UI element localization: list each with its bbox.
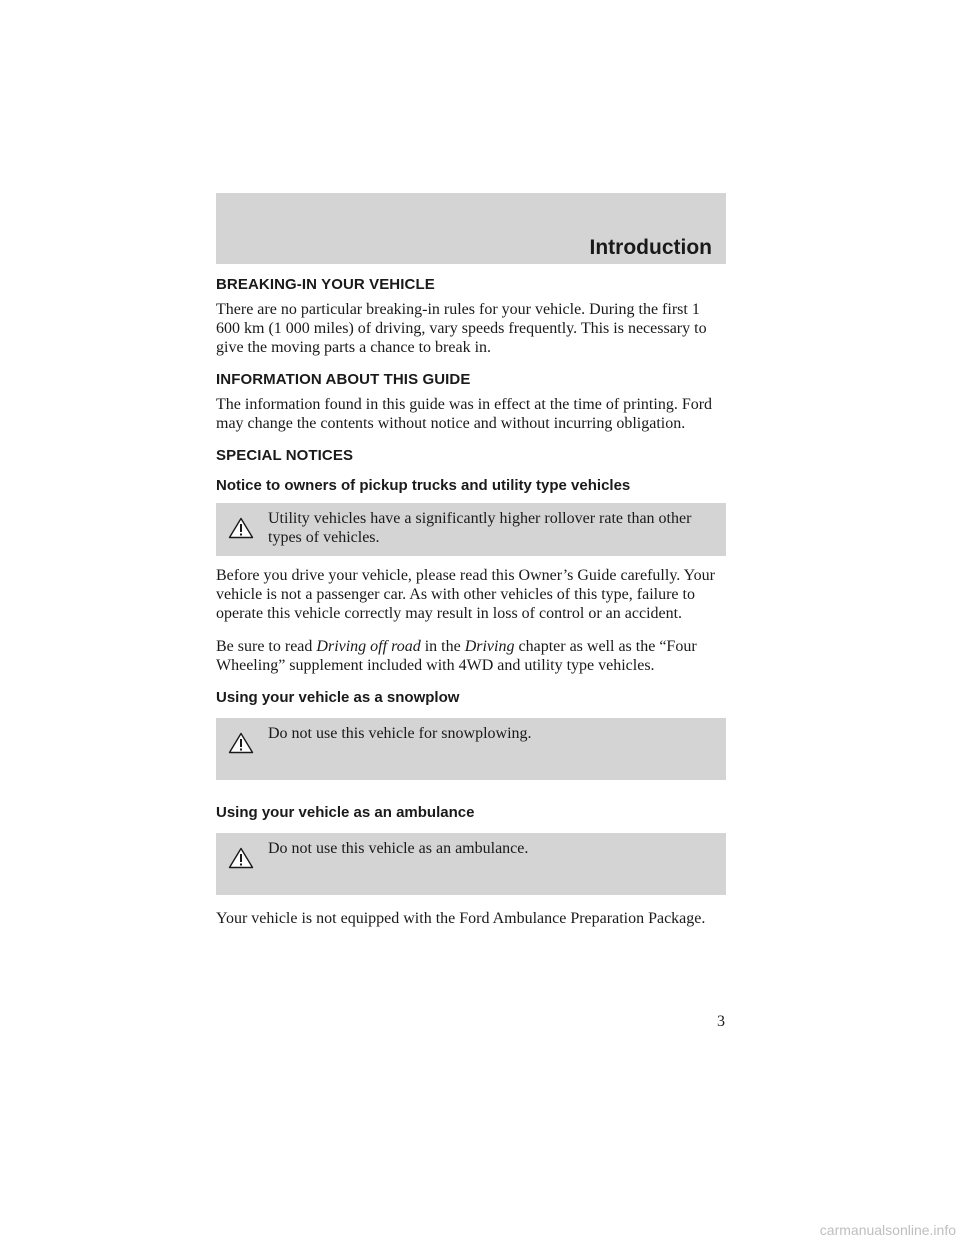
page-number: 3 xyxy=(717,1013,725,1030)
chapter-header-band xyxy=(216,193,726,264)
warning-text-ambulance: Do not use this vehicle as an ambulance. xyxy=(268,840,529,857)
pickup-text-2-italic-driving-off-road: Driving off road xyxy=(316,638,421,655)
warning-box-snowplow xyxy=(216,718,726,780)
warning-box-rollover xyxy=(216,503,726,556)
subheading-pickup-notice: Notice to owners of pickup trucks and utility type vehicles xyxy=(216,477,631,494)
warning-text-rollover: Utility vehicles have a significantly higher rollover rate than other types of vehicles. xyxy=(268,510,692,546)
pickup-text-2-part-c: chapter as well as the “Four Wheeling” supplement included with 4WD and utility type vehicles. xyxy=(216,638,697,674)
pickup-text-2-part-a: Be sure to read xyxy=(216,638,317,655)
warning-box-ambulance xyxy=(216,833,726,895)
section-heading-guide-info: INFORMATION ABOUT THIS GUIDE xyxy=(216,371,471,388)
watermark: carmanualsonline.info xyxy=(819,1222,956,1238)
warning-triangle-icon xyxy=(228,517,254,539)
warning-triangle-icon xyxy=(228,732,254,754)
warning-triangle-icon xyxy=(228,847,254,869)
pickup-text-2-italic-driving: Driving xyxy=(464,638,515,655)
pickup-text-2-part-b: in the xyxy=(420,638,465,655)
pickup-text-1: Before you drive your vehicle, please read this Owner’s Guide carefully. Your vehicle is not a passenger car. As with other vehicles of this type, failure to operate this vehicle correctly may result in loss of control or an accident. xyxy=(216,567,715,622)
pickup-text-2 xyxy=(216,637,726,675)
subheading-snowplow: Using your vehicle as a snowplow xyxy=(216,689,460,706)
warning-text-snowplow: Do not use this vehicle for snowplowing. xyxy=(268,725,532,742)
page-content xyxy=(216,276,726,942)
breaking-in-text: There are no particular breaking-in rules for your vehicle. During the first 1 600 km (1 000 miles) of driving, vary speeds frequently. This is necessary to give the moving parts a chance to break in. xyxy=(216,301,707,356)
chapter-title: Introduction xyxy=(589,236,712,259)
section-heading-breaking-in: BREAKING-IN YOUR VEHICLE xyxy=(216,276,435,293)
section-heading-special-notices: SPECIAL NOTICES xyxy=(216,447,354,464)
ambulance-text: Your vehicle is not equipped with the Ford Ambulance Preparation Package. xyxy=(216,910,706,927)
subheading-ambulance: Using your vehicle as an ambulance xyxy=(216,804,475,821)
guide-info-text: The information found in this guide was in effect at the time of printing. Ford may change the contents without notice and without incurring obligation. xyxy=(216,396,713,432)
